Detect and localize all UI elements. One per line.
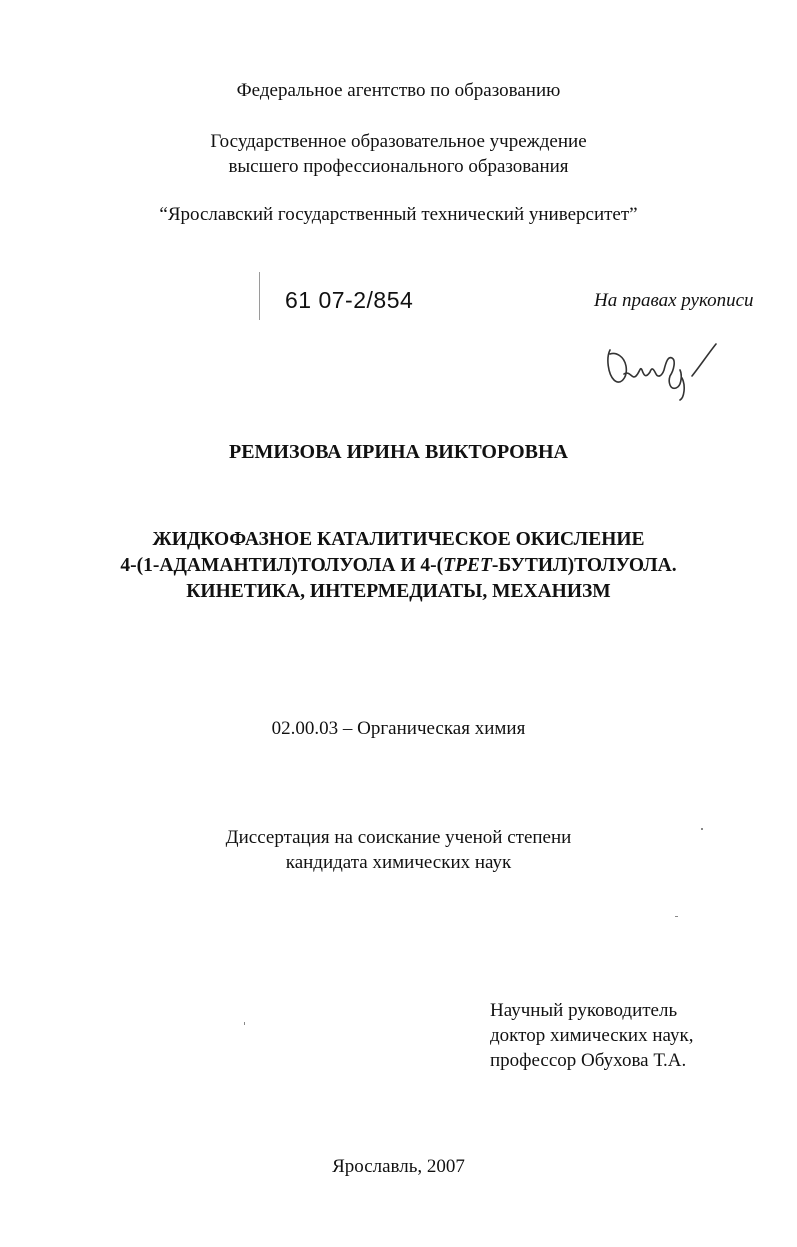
degree-line-1: Диссертация на соискание ученой степени (225, 827, 572, 848)
title-line-2 (0, 552, 797, 579)
university-name: “Ярославский государственный технический университет” (159, 204, 638, 225)
stamp-bar (259, 272, 260, 320)
registry-code: 61 07-2/854 (285, 287, 414, 313)
specialty: 02.00.03 – Органическая химия (271, 718, 526, 739)
scan-speck (675, 916, 678, 917)
institution-line-1: Государственное образовательное учреждение (210, 131, 587, 152)
title-line-1: ЖИДКОФАЗНОЕ КАТАЛИТИЧЕСКОЕ ОКИСЛЕНИЕ (152, 529, 645, 550)
title-line-2-part-1: 4-(1-АДАМАНТИЛ)ТОЛУОЛА И 4-( (120, 555, 444, 576)
scan-speck (244, 1022, 245, 1025)
supervisor-line-1: Научный руководитель (490, 1000, 678, 1021)
city-year: Ярославль, 2007 (332, 1156, 465, 1177)
rights-note: На правах рукописи (594, 290, 754, 311)
scan-speck (701, 828, 703, 830)
supervisor-line-3: профессор Обухова Т.А. (490, 1050, 687, 1071)
title-line-2-part-2: -БУТИЛ)ТОЛУОЛА. (491, 555, 677, 576)
supervisor-line-2: доктор химических наук, (490, 1025, 694, 1046)
institution-line-2: высшего профессионального образования (228, 156, 569, 177)
supervisor-block (490, 998, 693, 1073)
signature-icon (596, 330, 721, 410)
agency-name: Федеральное агентство по образованию (236, 80, 561, 101)
degree-line-2: кандидата химических наук (285, 852, 512, 873)
author-name: РЕМИЗОВА ИРИНА ВИКТОРОВНА (229, 441, 568, 463)
title-line-3: КИНЕТИКА, ИНТЕРМЕДИАТЫ, МЕХАНИЗМ (186, 581, 611, 602)
title-line-2-italic: ТРЕТ (443, 555, 492, 576)
